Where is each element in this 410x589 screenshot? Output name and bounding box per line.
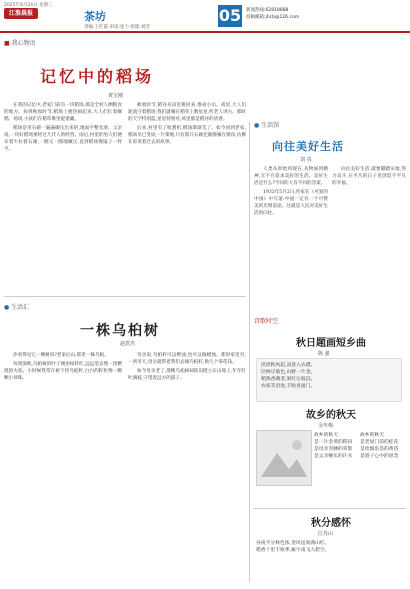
poem2-title: 故乡的秋天 (306, 410, 356, 421)
poem-line: 是母亲弯腰的背影 (314, 447, 353, 452)
bullet-icon: ● (4, 304, 10, 311)
newspaper-logo: 江淮晨报 (4, 8, 38, 19)
header-rule (0, 31, 410, 33)
poem-column-tag-text: 诗歌时空 (254, 318, 279, 325)
poem-line: 是游子心中的思念 (360, 454, 399, 459)
illustration-image (256, 430, 312, 486)
article3-paragraph: 向往美好生活,就要脚踏实地,努力奋斗,在平凡的日子里创造不平凡的幸福。 (332, 167, 406, 186)
poem-line: 层林尽染色,山野一片金。 (261, 370, 316, 375)
article2-author: 赵恩杰 (120, 341, 136, 347)
article1-paragraph: 秋收时节,稻谷从田里挑回来,堆成小山。夜里,大人们轮流守着稻场,我们就躺在稻草上数星星,听老人讲古。那时的天空特别蓝,星星特别亮,风里都是稻谷的清香。 (128, 103, 246, 122)
article1-body-right (128, 102, 246, 148)
contact-info (246, 7, 299, 21)
poem1-box (256, 358, 402, 402)
article2-body-left (4, 352, 122, 384)
article2-paragraph: 你看得见它一棵树吗?老家后山,那里一株乌桕。 (13, 353, 109, 358)
poem2-lines-right (360, 432, 406, 460)
poem-line: 稻香十里丰收季,雁字南飞入碧空。 (256, 548, 330, 553)
poem1-author: 陈 强 (318, 351, 330, 357)
article2-paragraph: 如今母亲老了,那棵乌桕树却依旧挺立在山坡上,年年红叶满枝,守望着远方的游子。 (128, 369, 246, 381)
poem-line: 是老屋门前的桂花 (360, 440, 399, 445)
article1-paragraph: 后来,村里有了收割机,稻场渐渐荒了。如今回到老家,稻场早已变成一片菜地,只有那只石磙还静静躺在墙角,仿佛在诉说着过去的故事。 (128, 126, 246, 145)
poem-line: 是父亲额头的汗水 (314, 454, 353, 459)
poem-line: 故乡的秋天 (314, 433, 338, 438)
article1-paragraph: 稻场是用石磙一遍遍碾压出来的,地面平整光滑。父亲说,一块好稻场要经过几代人的经营。雨后,村里的男人们便牵着牛拉着石磙,一圈又一圈地碾压,直到稻场像镜子一样平。 (4, 126, 122, 152)
poem3-title: 秋分感怀 (311, 518, 351, 529)
bullet-icon: ■ (4, 40, 10, 47)
submission-email: 投稿邮箱:jhcb@126.com (246, 15, 300, 20)
poem3-lines (256, 540, 406, 554)
article3-body-right (332, 166, 406, 189)
poem-line: 昼夜平分秋色浓,金风送爽满山红。 (256, 541, 330, 546)
poem3-author: 江丹山 (318, 531, 334, 537)
article2-paragraph: 母亲说,乌桕籽可以榨油,也可以做蜡烛。那时家里穷,一到冬天,母亲就带着我们去摘乌桕籽,换几个零花钱。 (128, 353, 246, 365)
poem-line: 农家笑语欢,丰收喜盈门。 (261, 384, 316, 389)
article3-paragraph: 人类从原始到现在,从物质到精神,无不在追求美好的生活。美好生活是什么?不同的人有不同的答案。 (254, 167, 328, 186)
bullet-icon: ● (254, 122, 260, 129)
article3-tag-text: 生活馆 (261, 122, 280, 129)
section-divider (4, 296, 246, 297)
poem1-title: 秋日题画短乡曲 (296, 338, 366, 349)
column-divider (249, 122, 250, 582)
landscape-icon (257, 431, 311, 485)
poem-column-tag (254, 316, 278, 325)
poem-divider (254, 508, 406, 509)
poem-line: 是炊烟袅袅的黄昏 (360, 447, 399, 452)
article1-column-tag (4, 38, 36, 47)
poem2-author: 余冬梅 (318, 423, 334, 429)
article3-author: 刘 真 (300, 157, 312, 163)
poem-line: 稻熟香满垄,果红压枝沉。 (261, 377, 316, 382)
article2-title: 一株乌桕树 (80, 323, 160, 339)
article3-paragraph: 1933年5月2日,作家在《可爱的中国》中写道:中国一定有一个可赞美的光明前途。这就是人民对美好生活的向往。 (254, 190, 328, 216)
poem-line: 淡淡秋风起,凉意入衣襟。 (261, 363, 316, 368)
article2-body-right (128, 352, 246, 384)
article2-tag-text: 生活汇 (11, 304, 30, 311)
article3-column-tag (254, 120, 279, 129)
poem-line: 是一片金黄的稻田 (314, 440, 353, 445)
news-hotline: 新闻热线:62818888 (246, 8, 289, 13)
article1-author: 黄宝刚 (108, 93, 124, 99)
editor-line: 责编:王红霞 审读:张力 组版:刘芳 (84, 25, 150, 30)
article1-tag-text: 我心物语 (11, 40, 36, 47)
poem2-lines-left (314, 432, 358, 460)
article1-title: 记忆中的稻场 (40, 67, 155, 86)
poem-line: 故乡的秋天 (360, 433, 384, 438)
page-number: 05 (218, 6, 242, 25)
article1-paragraph: 在我的记忆中,老家门前有一块稻场,那是全村人晒粮食的地方。每到秋收时节,稻场上便热闹起来,大人们忙着碾稻、扬场,小孩们在稻草堆里捉迷藏。 (4, 103, 122, 122)
article2-column-tag (4, 302, 29, 311)
article3-title: 向往美好生活 (272, 140, 344, 153)
article1-body-left (4, 102, 122, 155)
section-title: 茶坊 (84, 10, 106, 23)
issue-date: 2025年9月24日 星期三 (4, 3, 53, 8)
article2-paragraph: 每到深秋,乌桕树的叶子便由绿转红,远远望去像一团燃烧的火焰。小时候我常在树下捡乌桕籽,白白的籽粒像一颗颗小珍珠。 (4, 362, 122, 381)
article3-body-left (254, 166, 328, 219)
